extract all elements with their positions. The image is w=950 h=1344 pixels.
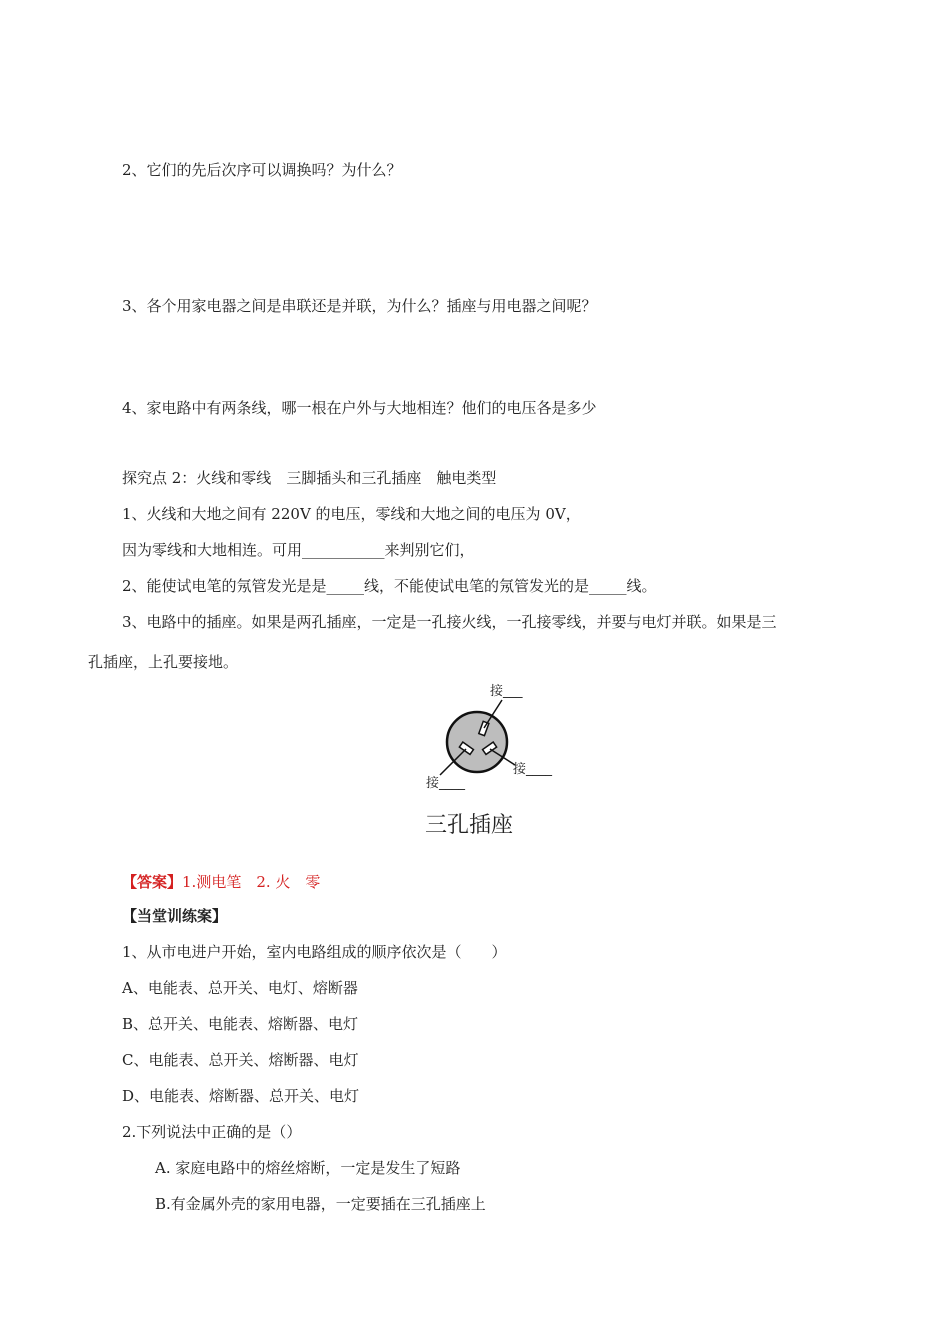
paragraph-2: 2、能使试电笔的氖管发光是是_____线，不能使试电笔的氖管发光的是_____线。 <box>122 577 657 595</box>
socket-label-right: 接____ <box>513 762 553 777</box>
socket-label-left: 接____ <box>426 776 466 791</box>
training-q1-option-d: D、电能表、熔断器、总开关、电灯 <box>122 1087 360 1105</box>
training-q2: 2.下列说法中正确的是（） <box>122 1123 302 1141</box>
answer-text: 1.测电笔 2. 火 零 <box>182 873 321 891</box>
section-heading-exploration-2: 探究点 2：火线和零线 三脚插头和三孔插座 触电类型 <box>122 469 497 487</box>
paragraph-1-line-1: 1、火线和大地之间有 220V 的电压，零线和大地之间的电压为 0V， <box>122 505 581 523</box>
question-4: 4、家电路中有两条线，哪一根在户外与大地相连？他们的电压各是多少 <box>122 399 597 417</box>
figure-caption: 三孔插座 <box>425 813 514 838</box>
question-3: 3、各个用家电器之间是串联还是并联，为什么？插座与用电器之间呢？ <box>122 297 597 315</box>
paragraph-3-line-1: 3、电路中的插座。如果是两孔插座，一定是一孔接火线，一孔接零线，并要与电灯并联。如果是三 <box>122 613 777 631</box>
training-q1-option-c: C、电能表、总开关、熔断器、电灯 <box>122 1051 359 1069</box>
paragraph-3-line-2: 孔插座，上孔要接地。 <box>88 653 239 671</box>
answer-tag: 【答案】 <box>122 873 183 891</box>
training-q1: 1、从市电进户开始，室内电路组成的顺序依次是（ ） <box>122 943 507 961</box>
training-heading: 【当堂训练案】 <box>122 907 228 925</box>
training-q2-option-a: A. 家庭电路中的熔丝熔断，一定是发生了短路 <box>155 1159 461 1177</box>
question-2: 2、它们的先后次序可以调换吗？为什么？ <box>122 161 402 179</box>
paragraph-1-line-2: 因为零线和大地相连。可用___________来判别它们， <box>122 541 475 559</box>
training-q1-option-a: A、电能表、总开关、电灯、熔断器 <box>122 979 358 997</box>
socket-label-top: 接___ <box>490 684 523 699</box>
answer-line <box>122 872 320 892</box>
training-q1-option-b: B、总开关、电能表、熔断器、电灯 <box>122 1015 359 1033</box>
training-q2-option-b: B.有金属外壳的家用电器，一定要插在三孔插座上 <box>155 1195 486 1213</box>
socket-body <box>447 712 507 772</box>
